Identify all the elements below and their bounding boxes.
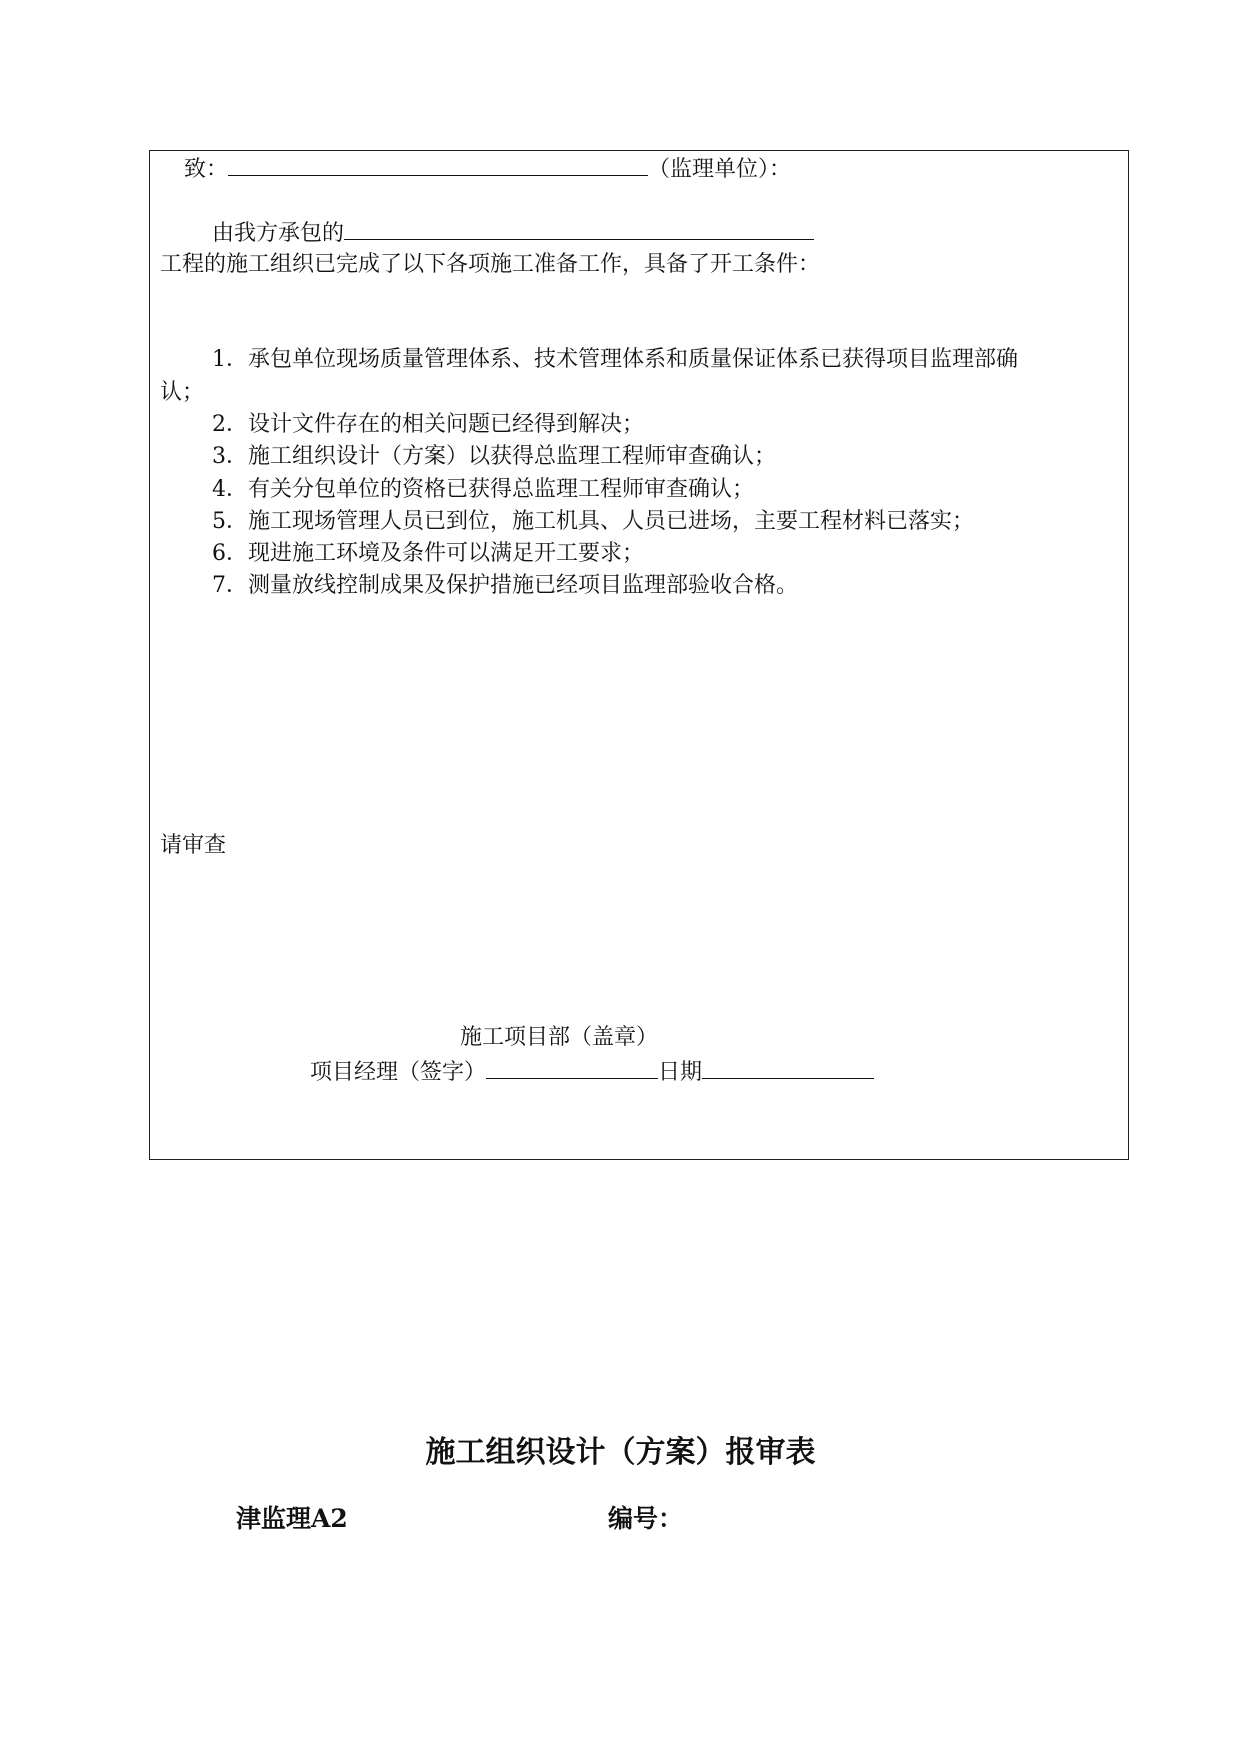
review-request: 请审查 — [160, 833, 227, 858]
list-item — [160, 378, 204, 408]
list-item — [212, 442, 776, 472]
item-number: 7． — [212, 573, 248, 598]
manager-label: 项目经理（签字） — [310, 1060, 487, 1085]
signature-line — [310, 1056, 874, 1088]
seal-line: 施工项目部（盖章） — [460, 1025, 659, 1050]
list-item — [212, 475, 754, 505]
item-text: 现进施工环境及条件可以满足开工要求； — [248, 541, 645, 566]
contract-line — [212, 217, 814, 249]
list-item — [212, 571, 798, 601]
form-title: 施工组织设计（方案）报审表 — [425, 1435, 816, 1470]
manager-signature-blank[interactable] — [486, 1056, 658, 1079]
form-number-label: 编号： — [608, 1504, 684, 1533]
to-label: 致： — [184, 157, 229, 182]
item-number: 5． — [212, 509, 248, 534]
list-item — [212, 507, 974, 537]
item-number: 3． — [212, 444, 248, 469]
list-item — [212, 410, 644, 440]
to-line — [184, 153, 791, 185]
list-item — [212, 539, 644, 569]
item-text: 测量放线控制成果及保护措施已经项目监理部验收合格。 — [248, 573, 799, 598]
item-number: 2． — [212, 412, 248, 437]
item-text: 施工组织设计（方案）以获得总监理工程师审查确认； — [248, 444, 777, 469]
contract-prefix: 由我方承包的 — [212, 221, 345, 246]
form-box — [149, 150, 1129, 1160]
to-suffix: （监理单位）： — [648, 157, 792, 182]
list-item — [212, 345, 1018, 375]
date-blank[interactable] — [702, 1056, 874, 1079]
form-code: 津监理A2 — [236, 1504, 348, 1533]
date-label: 日期 — [658, 1060, 703, 1085]
item-text: 设计文件存在的相关问题已经得到解决； — [248, 412, 645, 437]
item-number: 6． — [212, 541, 248, 566]
item-number: 4． — [212, 477, 248, 502]
intro-line: 工程的施工组织已完成了以下各项施工准备工作，具备了开工条件： — [160, 252, 821, 277]
supervisor-unit-blank[interactable] — [228, 153, 648, 176]
item-text: 认； — [160, 380, 205, 405]
item-text: 有关分包单位的资格已获得总监理工程师审查确认； — [248, 477, 755, 502]
project-name-blank[interactable] — [344, 217, 814, 240]
item-text: 施工现场管理人员已到位，施工机具、人员已进场，主要工程材料已落实； — [248, 509, 975, 534]
item-number: 1． — [212, 347, 248, 372]
item-text: 承包单位现场质量管理体系、技术管理体系和质量保证体系已获得项目监理部确 — [248, 347, 1019, 372]
